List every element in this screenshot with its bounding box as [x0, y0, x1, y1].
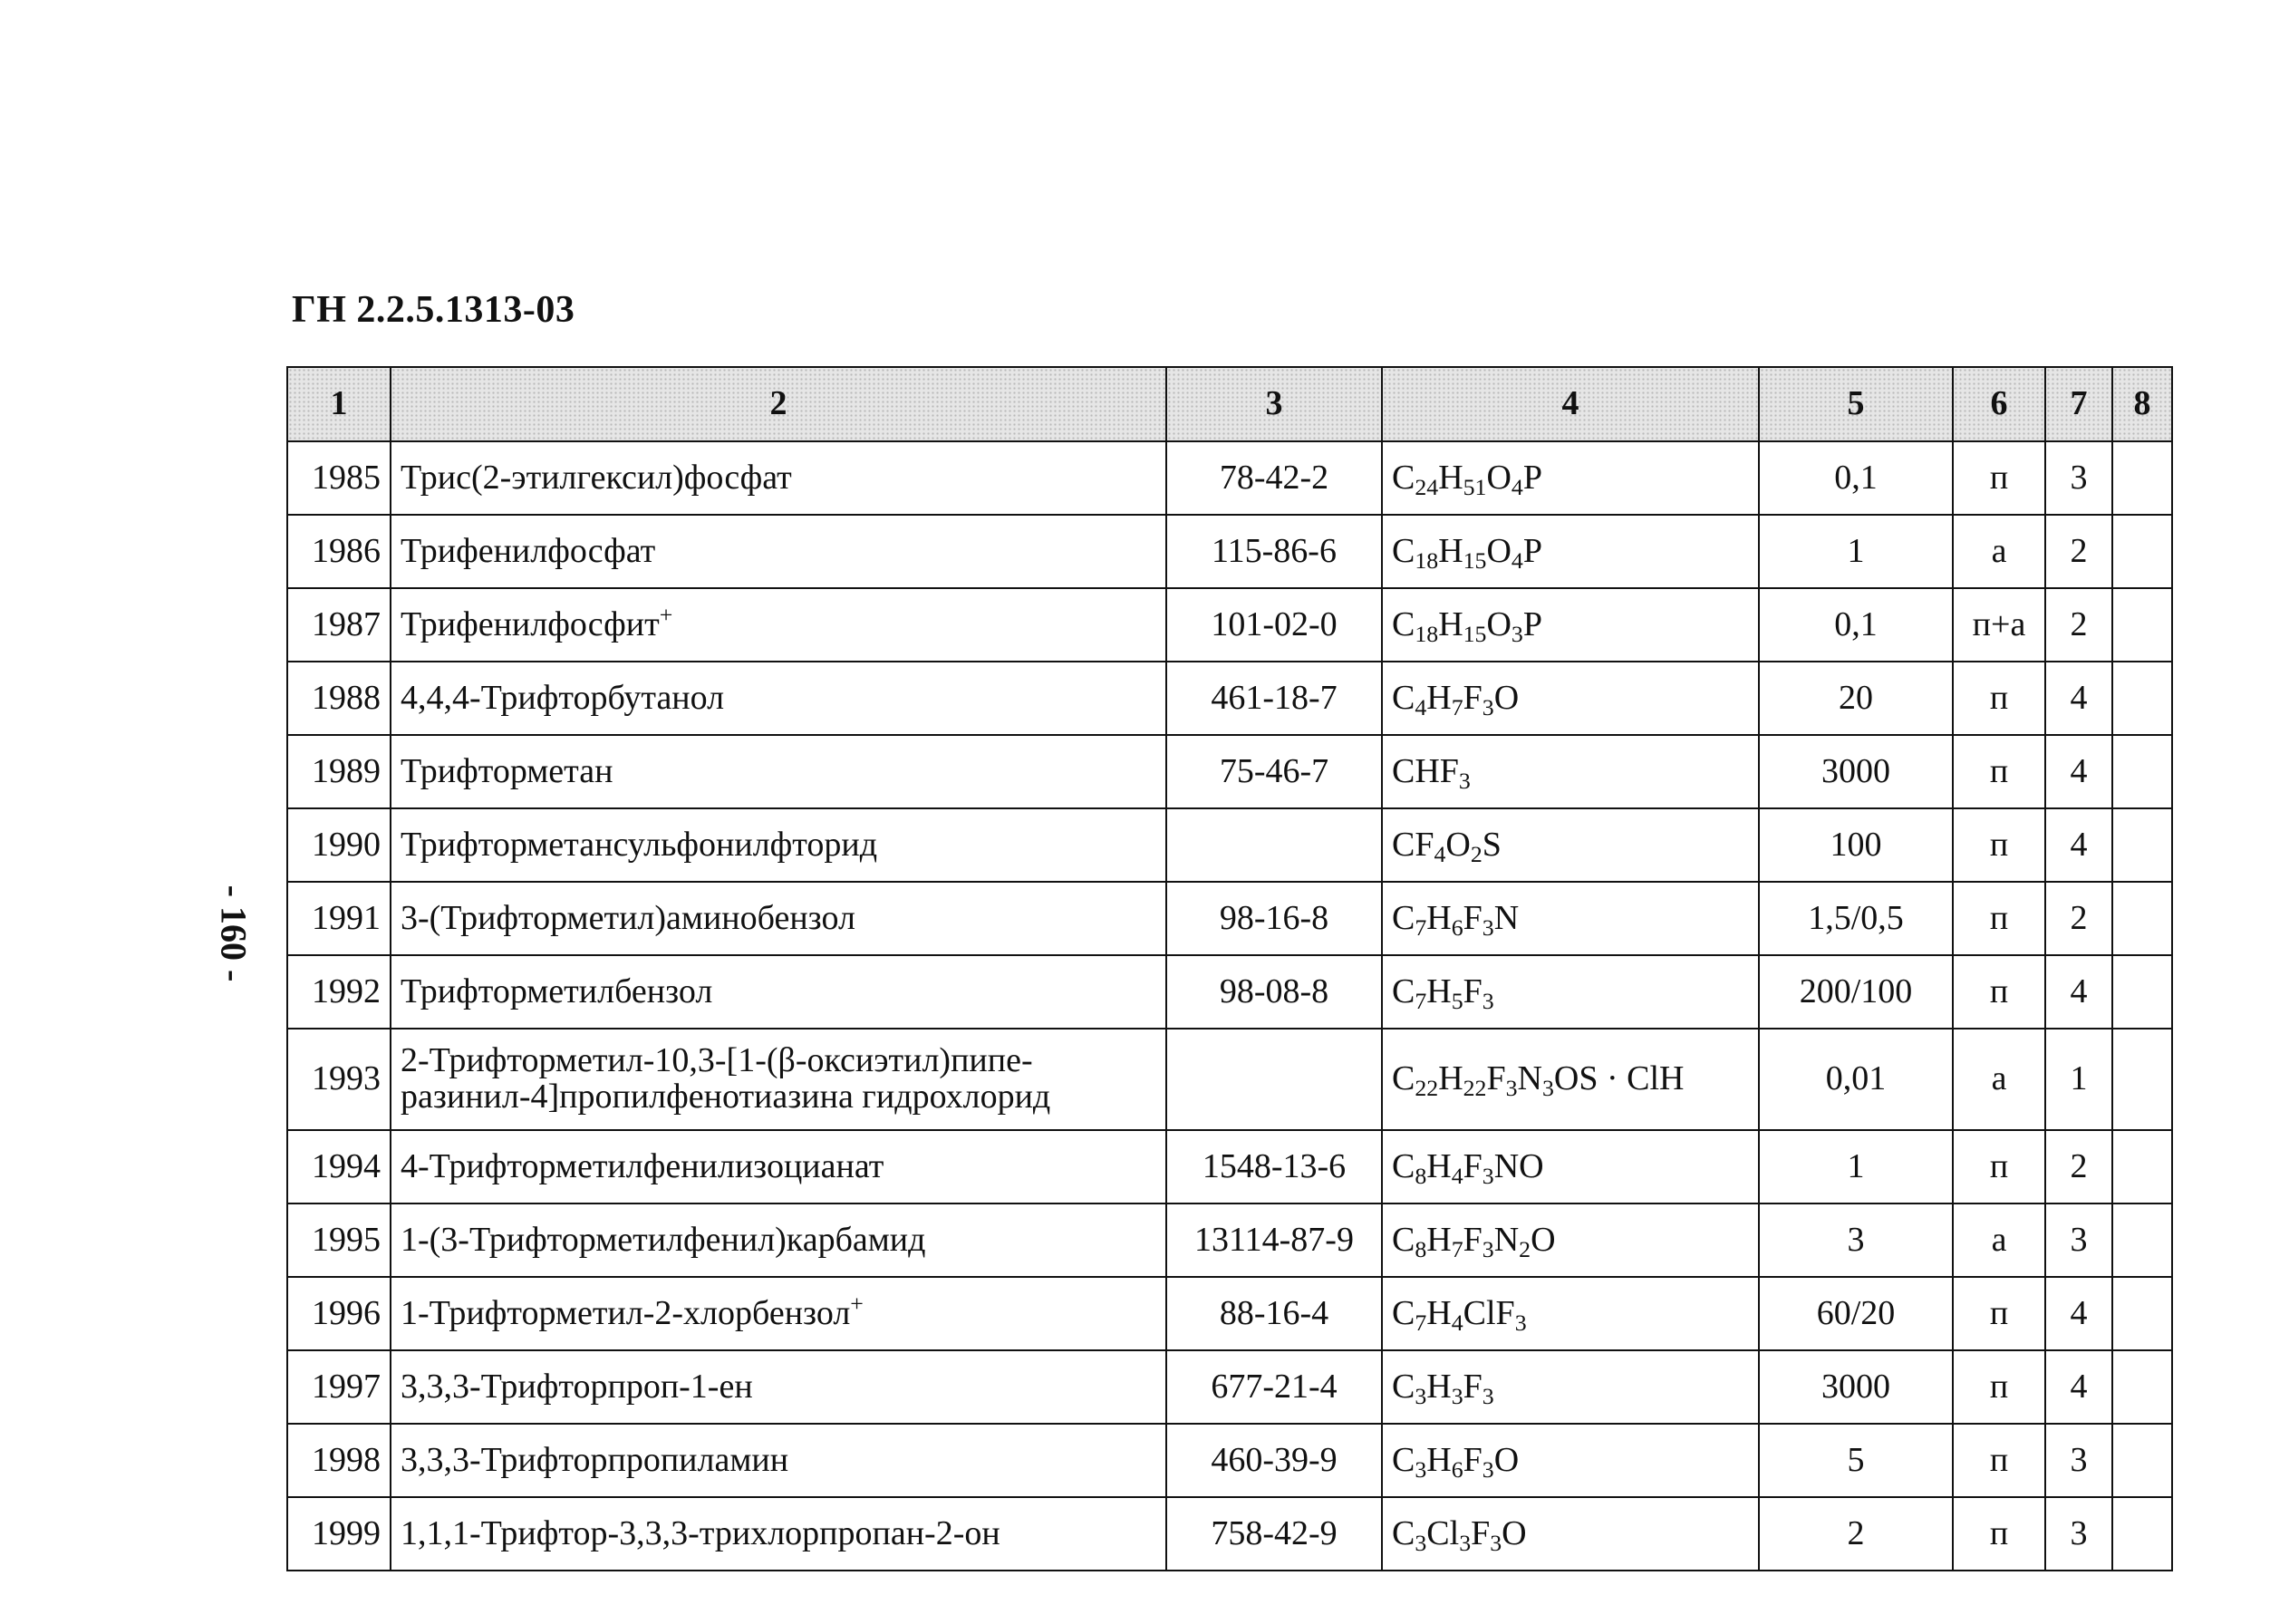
- column-header: 6: [1953, 367, 2045, 441]
- formula-part: P: [1522, 604, 1542, 643]
- formula-subscript: 18: [1415, 620, 1439, 647]
- formula-part: H: [1426, 1146, 1452, 1185]
- substance-name-line: 4,4,4-Трифторбутанол: [401, 678, 725, 717]
- aggregate-state: п: [1953, 1277, 2045, 1350]
- table-header-row: [287, 367, 2172, 441]
- formula-part: C: [1392, 1440, 1415, 1479]
- aggregate-state: п: [1953, 735, 2045, 808]
- formula-part: F: [1486, 1059, 1506, 1098]
- substance-name: [391, 1424, 1166, 1497]
- formula-part: F: [1463, 678, 1483, 717]
- hazard-class: 3: [2045, 441, 2112, 515]
- mac-value: 20: [1759, 662, 1953, 735]
- formula-subscript: 4: [1415, 693, 1427, 720]
- substance-name-line: 3,3,3-Трифторпропиламин: [401, 1440, 789, 1479]
- formula-part: CF: [1392, 825, 1434, 864]
- formula-part: C: [1392, 458, 1415, 497]
- aggregate-state: а: [1953, 515, 2045, 588]
- formula-part: ClF: [1463, 1293, 1515, 1332]
- formula-part: P: [1522, 531, 1542, 570]
- aggregate-state: п+а: [1953, 588, 2045, 662]
- row-number: 1996: [287, 1277, 391, 1350]
- formula-part: C: [1392, 1059, 1415, 1098]
- formula-subscript: 24: [1415, 473, 1439, 500]
- cas-number: 98-16-8: [1166, 882, 1382, 955]
- chemical-formula: [1382, 1130, 1759, 1204]
- mac-value: 0,1: [1759, 588, 1953, 662]
- aggregate-state: п: [1953, 1424, 2045, 1497]
- substance-name: [391, 441, 1166, 515]
- substance-name-line: Трис(2-этилгексил)фосфат: [401, 458, 792, 497]
- substance-name-line: 3-(Трифторметил)аминобензол: [401, 898, 855, 937]
- formula-subscript: 7: [1451, 693, 1463, 720]
- formula-part: H: [1426, 1367, 1452, 1406]
- substance-name: [391, 882, 1166, 955]
- substance-name: [391, 1029, 1166, 1130]
- formula-subscript: 3: [1482, 693, 1494, 720]
- formula-subscript: 7: [1415, 987, 1427, 1014]
- table-row: [287, 955, 2172, 1029]
- cas-number: 98-08-8: [1166, 955, 1382, 1029]
- formula-subscript: 8: [1415, 1162, 1427, 1189]
- table-row: [287, 441, 2172, 515]
- formula-part: H: [1438, 458, 1463, 497]
- formula-part: O: [1486, 458, 1512, 497]
- formula-part: H: [1438, 604, 1463, 643]
- formula-part: H: [1426, 1220, 1452, 1259]
- formula-part: C: [1392, 898, 1415, 937]
- formula-part: C: [1392, 1146, 1415, 1185]
- note-cell: [2112, 882, 2172, 955]
- formula-subscript: 8: [1415, 1235, 1427, 1262]
- formula-part: O: [1502, 1513, 1527, 1552]
- aggregate-state: п: [1953, 955, 2045, 1029]
- column-header: 8: [2112, 367, 2172, 441]
- column-header: 5: [1759, 367, 1953, 441]
- formula-subscript: 22: [1415, 1075, 1439, 1102]
- column-header: 3: [1166, 367, 1382, 441]
- cas-number: 101-02-0: [1166, 588, 1382, 662]
- substance-name-line: 4-Трифторметилфенилизоцианат: [401, 1146, 884, 1185]
- row-number: 1999: [287, 1497, 391, 1571]
- substance-name-line: Трифенилфосфит: [401, 604, 660, 643]
- formula-part: F: [1463, 1146, 1483, 1185]
- row-number: 1993: [287, 1029, 391, 1130]
- chemical-formula: [1382, 955, 1759, 1029]
- row-number: 1997: [287, 1350, 391, 1424]
- row-number: 1995: [287, 1204, 391, 1277]
- formula-part: C: [1392, 678, 1415, 717]
- substance-name-line: 1,1,1-Трифтор-3,3,3-трихлорпропан-2-он: [401, 1513, 1000, 1552]
- formula-part: O: [1486, 604, 1512, 643]
- formula-subscript: 3: [1415, 1455, 1427, 1483]
- formula-part: P: [1522, 458, 1542, 497]
- substance-name: [391, 955, 1166, 1029]
- table-row: [287, 1350, 2172, 1424]
- page-number: - 160 -: [213, 884, 255, 982]
- name-superscript: +: [850, 1290, 864, 1317]
- formula-part: O: [1531, 1220, 1556, 1259]
- aggregate-state: п: [1953, 1350, 2045, 1424]
- formula-part: NO: [1493, 1146, 1544, 1185]
- column-header: 7: [2045, 367, 2112, 441]
- column-header: 2: [391, 367, 1166, 441]
- chemical-formula: [1382, 1204, 1759, 1277]
- cas-number: 75-46-7: [1166, 735, 1382, 808]
- formula-subscript: 4: [1511, 473, 1523, 500]
- formula-part: C: [1392, 972, 1415, 1010]
- table-row: [287, 1424, 2172, 1497]
- chemical-formula: [1382, 735, 1759, 808]
- formula-subscript: 7: [1451, 1235, 1463, 1262]
- aggregate-state: а: [1953, 1204, 2045, 1277]
- formula-part: H: [1426, 972, 1452, 1010]
- formula-subscript: 3: [1490, 1529, 1502, 1556]
- chemical-formula: [1382, 1497, 1759, 1571]
- table-row: [287, 662, 2172, 735]
- note-cell: [2112, 955, 2172, 1029]
- chemical-formula: [1382, 1424, 1759, 1497]
- mac-value: 3000: [1759, 735, 1953, 808]
- table-row: [287, 1130, 2172, 1204]
- formula-subscript: 2: [1470, 840, 1483, 867]
- formula-part: C: [1392, 1367, 1415, 1406]
- formula-part: O: [1493, 678, 1520, 717]
- formula-subscript: 22: [1463, 1075, 1487, 1102]
- table-row: [287, 588, 2172, 662]
- formula-part: F: [1463, 1440, 1483, 1479]
- note-cell: [2112, 441, 2172, 515]
- formula-part: H: [1438, 1059, 1463, 1098]
- formula-subscript: 3: [1415, 1382, 1427, 1409]
- formula-part: F: [1463, 972, 1483, 1010]
- substance-name: [391, 588, 1166, 662]
- substance-name: [391, 735, 1166, 808]
- note-cell: [2112, 515, 2172, 588]
- chemical-formula: [1382, 441, 1759, 515]
- column-header: 1: [287, 367, 391, 441]
- hazard-class: 2: [2045, 588, 2112, 662]
- formula-part: O: [1445, 825, 1471, 864]
- note-cell: [2112, 1424, 2172, 1497]
- formula-subscript: 4: [1434, 840, 1446, 867]
- substance-name-line: 3,3,3-Трифторпроп-1-ен: [401, 1367, 753, 1406]
- cas-number: [1166, 1029, 1382, 1130]
- formula-subscript: 18: [1415, 546, 1439, 574]
- chemical-formula: [1382, 808, 1759, 882]
- formula-part: H: [1426, 1293, 1452, 1332]
- note-cell: [2112, 808, 2172, 882]
- formula-part: H: [1426, 898, 1452, 937]
- name-superscript: +: [659, 601, 673, 628]
- row-number: 1991: [287, 882, 391, 955]
- formula-subscript: 3: [1514, 1309, 1527, 1336]
- cas-number: 88-16-4: [1166, 1277, 1382, 1350]
- hazard-class: 3: [2045, 1497, 2112, 1571]
- table-body: [287, 367, 2172, 1571]
- formula-subscript: 3: [1459, 1529, 1472, 1556]
- note-cell: [2112, 1029, 2172, 1130]
- formula-subscript: 2: [1519, 1235, 1531, 1262]
- substance-name: [391, 808, 1166, 882]
- table-row: [287, 808, 2172, 882]
- cas-number: [1166, 808, 1382, 882]
- formula-part: C: [1392, 1293, 1415, 1332]
- formula-subscript: 3: [1451, 1382, 1463, 1409]
- cas-number: 460-39-9: [1166, 1424, 1382, 1497]
- hazard-class: 2: [2045, 882, 2112, 955]
- formula-subscript: 5: [1451, 987, 1463, 1014]
- mac-value: 0,01: [1759, 1029, 1953, 1130]
- cas-number: 1548-13-6: [1166, 1130, 1382, 1204]
- mac-value: 5: [1759, 1424, 1953, 1497]
- formula-subscript: 6: [1451, 914, 1463, 941]
- cas-number: 78-42-2: [1166, 441, 1382, 515]
- formula-subscript: 3: [1505, 1075, 1518, 1102]
- formula-part: F: [1471, 1513, 1491, 1552]
- row-number: 1990: [287, 808, 391, 882]
- substance-name-line: Трифторметан: [401, 751, 613, 790]
- formula-part: H: [1438, 531, 1463, 570]
- row-number: 1992: [287, 955, 391, 1029]
- formula-subscript: 3: [1482, 1455, 1494, 1483]
- column-header: 4: [1382, 367, 1759, 441]
- substance-name-line: Трифторметилбензол: [401, 972, 713, 1010]
- formula-part: C: [1392, 1513, 1415, 1552]
- aggregate-state: п: [1953, 662, 2045, 735]
- substance-name-line: Трифенилфосфат: [401, 531, 656, 570]
- substance-name: [391, 662, 1166, 735]
- formula-part: F: [1463, 1367, 1483, 1406]
- chemical-formula: [1382, 662, 1759, 735]
- hazard-class: 4: [2045, 1350, 2112, 1424]
- chemical-formula: [1382, 882, 1759, 955]
- mac-value: 3: [1759, 1204, 1953, 1277]
- substance-name: [391, 1130, 1166, 1204]
- table-row: [287, 515, 2172, 588]
- table-row: [287, 1029, 2172, 1130]
- formula-subscript: 3: [1482, 1162, 1494, 1189]
- substances-table: [286, 366, 2173, 1571]
- formula-subscript: 3: [1482, 914, 1494, 941]
- row-number: 1998: [287, 1424, 391, 1497]
- formula-subscript: 6: [1451, 1455, 1463, 1483]
- chemical-formula: [1382, 1029, 1759, 1130]
- row-number: 1986: [287, 515, 391, 588]
- formula-part: Cl: [1426, 1513, 1460, 1552]
- hazard-class: 1: [2045, 1029, 2112, 1130]
- note-cell: [2112, 1277, 2172, 1350]
- mac-value: 1: [1759, 515, 1953, 588]
- aggregate-state: п: [1953, 1130, 2045, 1204]
- formula-part: C: [1392, 1220, 1415, 1259]
- mac-value: 60/20: [1759, 1277, 1953, 1350]
- substance-name-line: разинил-4]пропилфенотиазина гидрохлорид: [401, 1078, 1051, 1116]
- substance-name: [391, 1277, 1166, 1350]
- formula-subscript: 4: [1511, 546, 1523, 574]
- hazard-class: 3: [2045, 1204, 2112, 1277]
- formula-part: O: [1486, 531, 1512, 570]
- row-number: 1988: [287, 662, 391, 735]
- formula-part: H: [1426, 1440, 1452, 1479]
- cas-number: 461-18-7: [1166, 662, 1382, 735]
- hazard-class: 2: [2045, 515, 2112, 588]
- substance-name-line: Трифторметансульфонилфторид: [401, 825, 878, 864]
- aggregate-state: п: [1953, 1497, 2045, 1571]
- formula-part: F: [1463, 1220, 1483, 1259]
- formula-part: OS · ClH: [1553, 1059, 1685, 1098]
- aggregate-state: п: [1953, 441, 2045, 515]
- formula-subscript: 3: [1541, 1075, 1554, 1102]
- formula-subscript: 3: [1511, 620, 1523, 647]
- formula-subscript: 4: [1451, 1309, 1463, 1336]
- aggregate-state: а: [1953, 1029, 2045, 1130]
- substance-name: [391, 1204, 1166, 1277]
- chemical-formula: [1382, 1350, 1759, 1424]
- formula-subscript: 3: [1482, 1382, 1494, 1409]
- formula-subscript: 15: [1463, 620, 1487, 647]
- substance-name: [391, 1350, 1166, 1424]
- row-number: 1987: [287, 588, 391, 662]
- document-code: ГН 2.2.5.1313-03: [292, 289, 575, 331]
- formula-part: CHF: [1392, 751, 1459, 790]
- note-cell: [2112, 662, 2172, 735]
- mac-value: 0,1: [1759, 441, 1953, 515]
- formula-subscript: 4: [1451, 1162, 1463, 1189]
- formula-subscript: 7: [1415, 1309, 1427, 1336]
- cas-number: 115-86-6: [1166, 515, 1382, 588]
- mac-value: 2: [1759, 1497, 1953, 1571]
- formula-part: C: [1392, 531, 1415, 570]
- note-cell: [2112, 1204, 2172, 1277]
- chemical-formula: [1382, 1277, 1759, 1350]
- aggregate-state: п: [1953, 882, 2045, 955]
- formula-subscript: 3: [1482, 1235, 1494, 1262]
- note-cell: [2112, 1130, 2172, 1204]
- formula-part: N: [1493, 898, 1520, 937]
- chemical-formula: [1382, 515, 1759, 588]
- formula-part: C: [1392, 604, 1415, 643]
- formula-subscript: 3: [1415, 1529, 1427, 1556]
- cas-number: 758-42-9: [1166, 1497, 1382, 1571]
- hazard-class: 4: [2045, 955, 2112, 1029]
- formula-subscript: 3: [1458, 767, 1471, 794]
- table-row: [287, 1277, 2172, 1350]
- hazard-class: 4: [2045, 808, 2112, 882]
- note-cell: [2112, 1350, 2172, 1424]
- formula-subscript: 3: [1482, 987, 1494, 1014]
- table-row: [287, 735, 2172, 808]
- formula-part: N: [1493, 1220, 1520, 1259]
- formula-part: F: [1463, 898, 1483, 937]
- substance-name-line: 1-Трифторметил-2-хлорбензол: [401, 1293, 851, 1332]
- mac-value: 1: [1759, 1130, 1953, 1204]
- table-row: [287, 882, 2172, 955]
- substance-name: [391, 1497, 1166, 1571]
- formula-subscript: 15: [1463, 546, 1487, 574]
- hazard-class: 3: [2045, 1424, 2112, 1497]
- formula-part: N: [1517, 1059, 1542, 1098]
- hazard-class: 4: [2045, 735, 2112, 808]
- note-cell: [2112, 1497, 2172, 1571]
- table-row: [287, 1204, 2172, 1277]
- mac-value: 100: [1759, 808, 1953, 882]
- hazard-class: 4: [2045, 662, 2112, 735]
- row-number: 1989: [287, 735, 391, 808]
- hazard-class: 2: [2045, 1130, 2112, 1204]
- substance-name-line: 1-(3-Трифторметилфенил)карбамид: [401, 1220, 926, 1259]
- hazard-class: 4: [2045, 1277, 2112, 1350]
- mac-value: 1,5/0,5: [1759, 882, 1953, 955]
- formula-subscript: 51: [1463, 473, 1487, 500]
- mac-value: 200/100: [1759, 955, 1953, 1029]
- table-row: [287, 1497, 2172, 1571]
- formula-part: H: [1426, 678, 1452, 717]
- chemical-formula: [1382, 588, 1759, 662]
- substance-name: [391, 515, 1166, 588]
- row-number: 1985: [287, 441, 391, 515]
- aggregate-state: п: [1953, 808, 2045, 882]
- row-number: 1994: [287, 1130, 391, 1204]
- cas-number: 677-21-4: [1166, 1350, 1382, 1424]
- note-cell: [2112, 588, 2172, 662]
- formula-part: S: [1482, 825, 1502, 864]
- formula-part: O: [1493, 1440, 1520, 1479]
- cas-number: 13114-87-9: [1166, 1204, 1382, 1277]
- substance-name-line: 2-Трифторметил-10,3-[1-(β-оксиэтил)пипе-: [401, 1041, 1033, 1080]
- mac-value: 3000: [1759, 1350, 1953, 1424]
- formula-subscript: 7: [1415, 914, 1427, 941]
- note-cell: [2112, 735, 2172, 808]
